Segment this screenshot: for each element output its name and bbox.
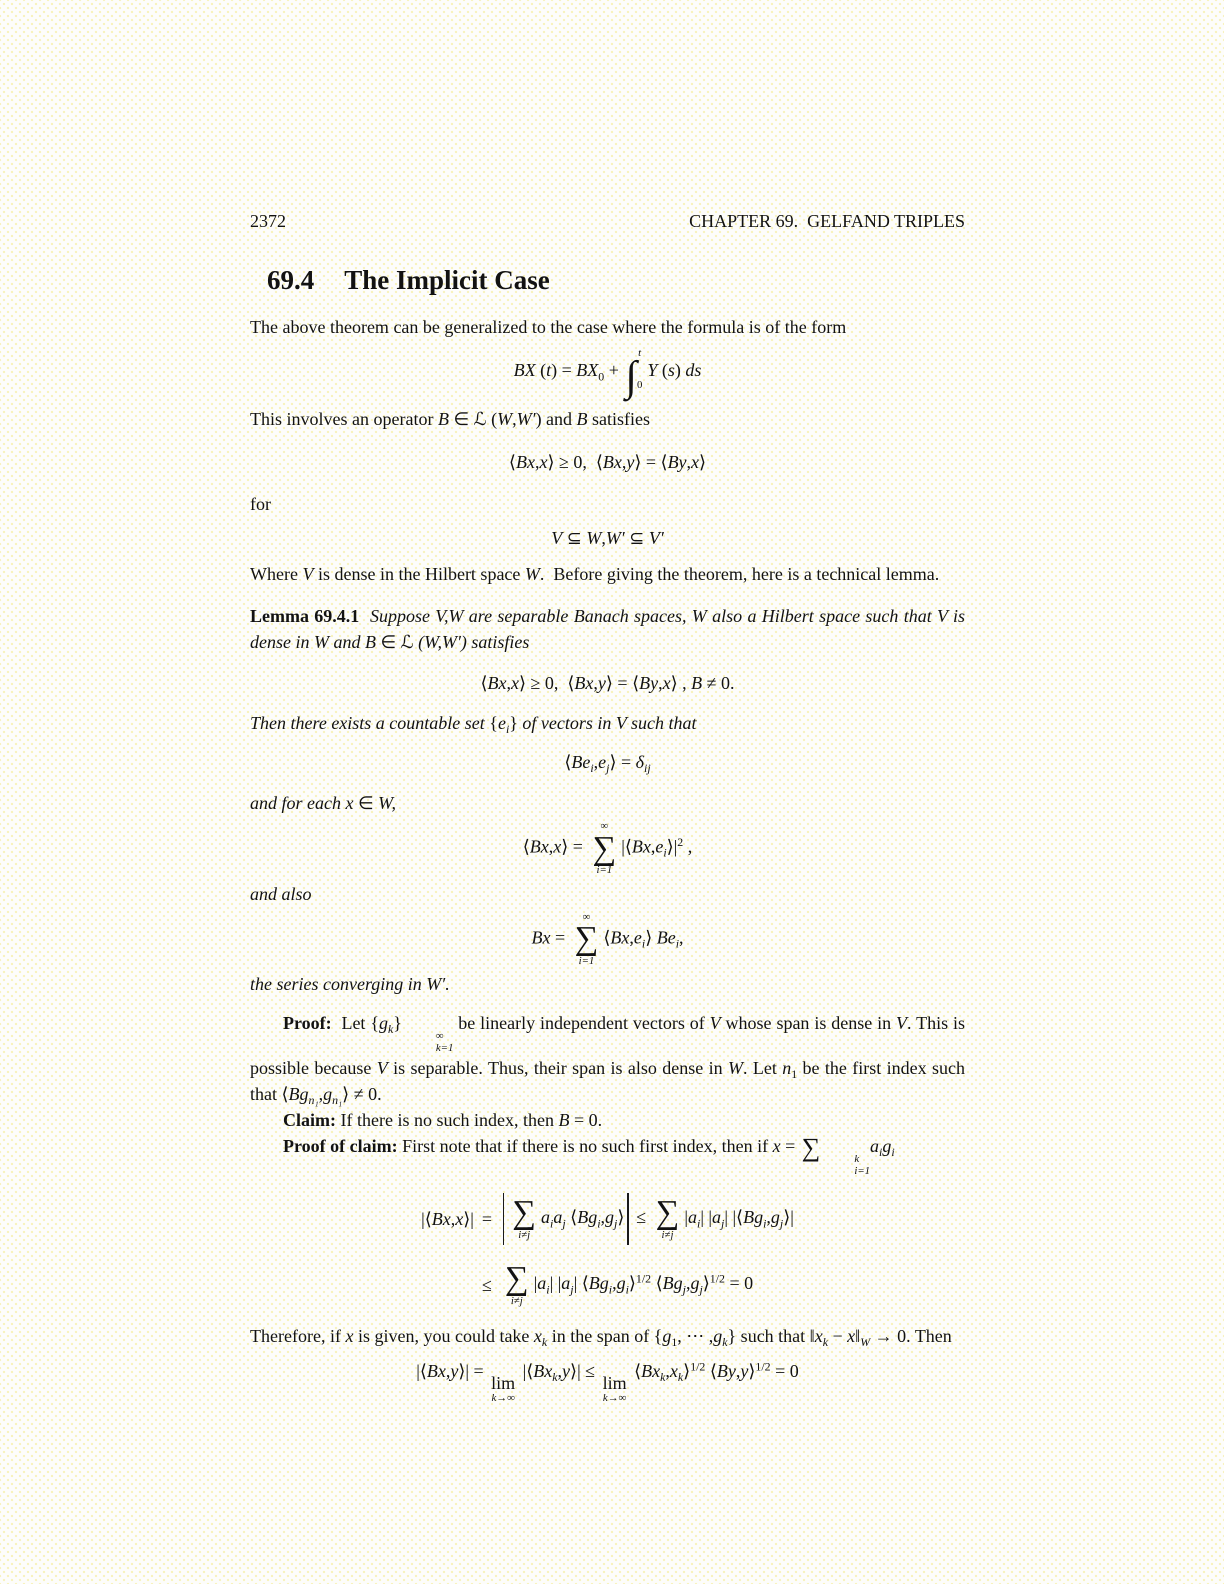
equation-integral-formula: BX $(t) = BX_0$ + ∫ t 0 Y (s) ds [513, 347, 702, 400]
equation-relation: ≤ [481, 1275, 492, 1296]
paragraph-intro: The above theorem can be generalized to the case where the formula is of the form [250, 317, 847, 337]
paragraph-for-each-x: and for each x ∈ W, [250, 793, 397, 814]
section-number: 69.4 [267, 265, 315, 295]
equation-limit: |⟨Bx,y⟩| = lim k→∞ $|⟨Bx_k,y⟩|$ ≤ lim k→∞ $⟨Bx_k,x_k⟩^{1/2}$ ⟨By,y⟩$^{1/2}$ = 0 [416, 1359, 799, 1405]
equation-kronecker-delta: $⟨Be_i,e_j⟩ = \delta_{ij}$ [564, 752, 651, 776]
chapter-header: CHAPTER 69. GELFAND TRIPLES [689, 211, 965, 231]
page-number: 2372 [250, 211, 286, 231]
equation-sum-series: Bx = ∞ ∑ i=1 $⟨Bx,e_i⟩$ $Be_i$, [531, 910, 684, 967]
lemma-statement: Lemma 69.4.1 Suppose V,W are separable Banach spaces, W also a Hilbert space such that V is dense in W and B ∈ ℒ (W,W′) satisfies [250, 606, 966, 654]
paragraph-therefore: Therefore, if x is given, you could take $x_k$ in the span of {$g_1$, ⋯ $,g_k$} such that $‖x_k$ − $x‖_W \to 0$. Then [250, 1326, 952, 1350]
section-heading [267, 264, 965, 296]
equation-rhs: ∑ i≠j $|a_i|$ $|a_j|$ $⟨Bg_i,g_i⟩^{1/2}$ $⟨Bg_j,g_j⟩^{1/2} = 0$ [504, 1260, 754, 1307]
paragraph-series-converging: the series converging in W′. [250, 973, 450, 994]
equation-space-inclusions: V ⊆ W,W′ ⊆ V′ [551, 528, 664, 549]
paragraph-claim: Claim: If there is no such index, then B = 0. [283, 1109, 603, 1130]
paragraph-operator: This involves an operator B ∈ ℒ (W,W′) and B satisfies [250, 409, 651, 431]
paragraph-then-exists: Then there exists a countable set $\{e_i\}$ of vectors in V such that [250, 713, 697, 737]
equation-sum-squares: ⟨Bx,x⟩ = ∞ ∑ i=1 $|⟨Bx,e_i⟩|^2$ , [522, 820, 693, 877]
section-title: The Implicit Case [344, 265, 550, 295]
equation-relation: = [481, 1209, 492, 1230]
page-content [250, 0, 965, 1405]
equation-lhs: |⟨Bx,x⟩| [421, 1209, 474, 1230]
paragraph-dense: Where V is dense in the Hilbert space W. Before giving the theorem, here is a technical lemma. [250, 564, 940, 585]
equation-b-conditions: ⟨Bx,x⟩ ≥ 0, ⟨Bx,y⟩ = ⟨By,x⟩ [508, 452, 707, 473]
paragraph-for: for [250, 494, 271, 515]
paragraph-proof: Proof: Let $\{g_k\}$ ∞ k=1 be linearly independent vectors of V whose span is dense in V. This is possible because V is separable. Thus, their span is also dense in W. Let $n_1$ be the first index such that $⟨Bg_{n_1},g_{n_1}⟩ \ne 0$. [250, 1012, 965, 1107]
paragraph-proof-of-claim: Proof of claim: First note that if there is no such first index, then if x = ∑ k i=1 $a_ig_i$ [283, 1132, 895, 1177]
equation-aligned-estimate [250, 1193, 965, 1307]
page-header [250, 208, 965, 234]
paragraph-and-also: and also [250, 883, 312, 904]
equation-rhs: ∑ i≠j $a_ia_j$ $⟨Bg_i,g_j⟩$ ≤ ∑ i≠j $|a_i|$ $|a_j|$ $|⟨Bg_i,g_j⟩|$ [500, 1193, 794, 1245]
equation-lemma-conditions: ⟨Bx,x⟩ ≥ 0, ⟨Bx,y⟩ = ⟨By,x⟩ , B ≠ 0. [480, 673, 735, 694]
